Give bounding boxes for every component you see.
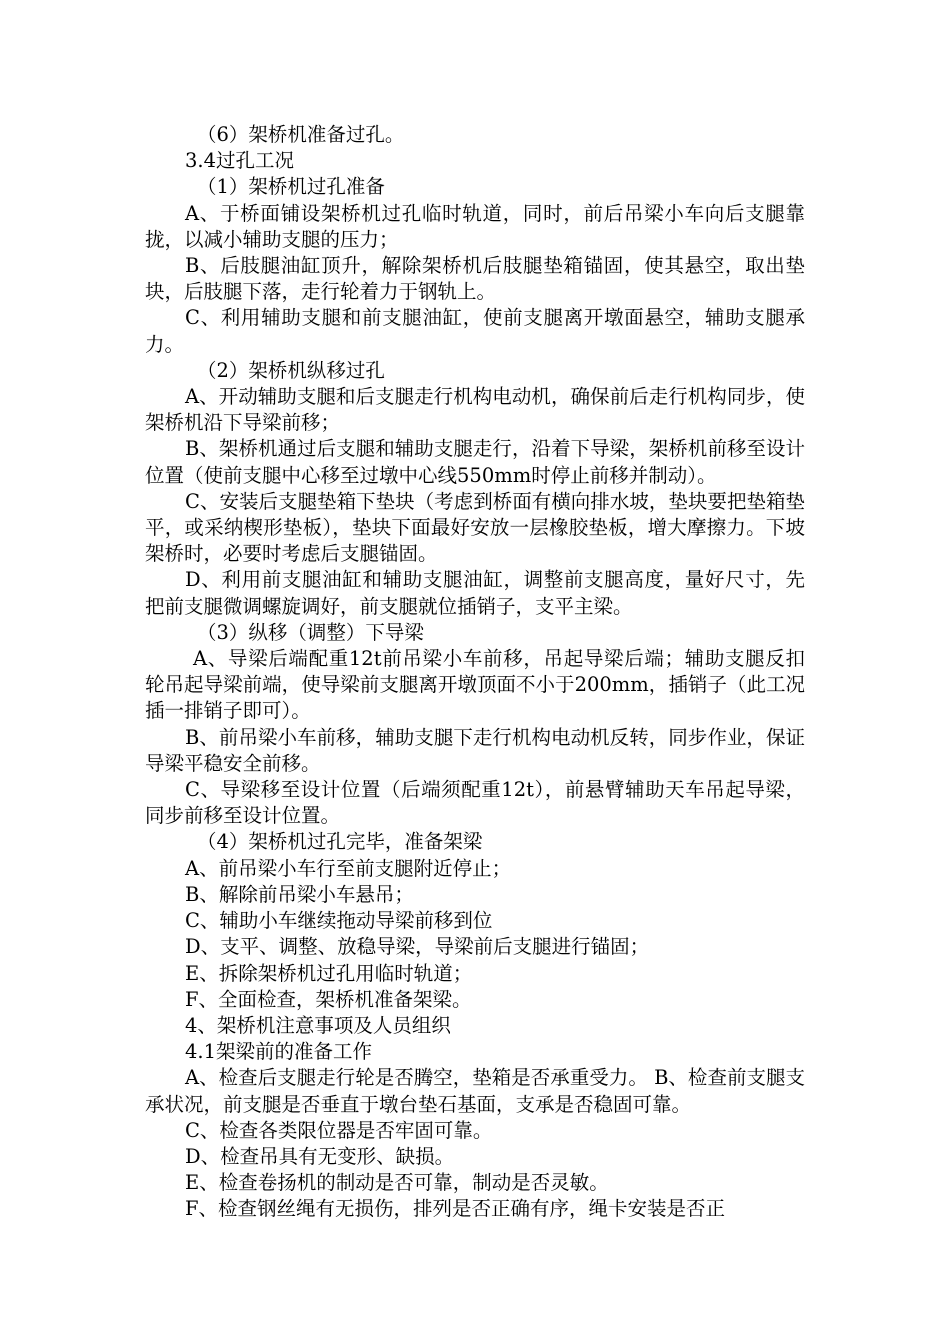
paragraph: C、安装后支腿垫箱下垫块（考虑到桥面有横向排水坡，垫块要把垫箱垫平，或采纳楔形垫板），垫块下面最好安放一层橡胶垫板，增大摩擦力。下坡架桥时，必要时考虑后支腿锚固。 [145,489,805,566]
section-heading: 3.4过孔工况 [185,149,295,173]
paragraph: C、检查各类限位器是否牢固可靠。 [185,1118,493,1142]
paragraph: B、后肢腿油缸顶升，解除架桥机后肢腿垫箱锚固，使其悬空，取出垫块，后肢腿下落，走行轮着力于钢轨上。 [145,254,805,304]
paragraph: A、检查后支腿走行轮是否腾空，垫箱是否承重受力。 B、检查前支腿支承状况，前支腿是否垂直于墩台垫石基面，支承是否稳固可靠。 [145,1066,805,1116]
paragraph: C、导梁移至设计位置（后端须配重12t），前悬臂辅助天车吊起导梁，同步前移至设计位置。 [145,778,805,828]
paragraph: E、拆除架桥机过孔用临时轨道； [185,961,473,985]
paragraph: D、利用前支腿油缸和辅助支腿油缸，调整前支腿高度，量好尺寸，先把前支腿微调螺旋调好，前支腿就位插销子，支平主梁。 [145,568,805,618]
paragraph: D、支平、调整、放稳导梁，导梁前后支腿进行锚固； [185,935,650,959]
paragraph: C、利用辅助支腿和前支腿油缸，使前支腿离开墩面悬空，辅助支腿承力。 [145,306,805,356]
paragraph: B、前吊梁小车前移，辅助支腿下走行机构电动机反转，同步作业，保证导梁平稳安全前移。 [145,725,805,775]
paragraph: E、检查卷扬机的制动是否可靠，制动是否灵敏。 [185,1171,609,1195]
document-body [145,122,805,1223]
subsection-heading: （3）纵移（调整）下导梁 [197,620,424,644]
section-heading: 4、架桥机注意事项及人员组织 [185,1013,451,1037]
paragraph: A、于桥面铺设架桥机过孔临时轨道，同时，前后吊梁小车向后支腿靠拢，以减小辅助支腿的压力； [145,201,805,251]
paragraph: B、架桥机通过后支腿和辅助支腿走行，沿着下导梁，架桥机前移至设计位置（使前支腿中心移至过墩中心线550mm时停止前移并制动）。 [145,437,805,487]
paragraph: D、检查吊具有无变形、缺损。 [185,1144,455,1168]
paragraph: （6）架桥机准备过孔。 [197,123,405,146]
paragraph: F、全面检查，架桥机准备架梁。 [185,987,472,1011]
paragraph: A、导梁后端配重12t前吊梁小车前移，吊起导梁后端；辅助支腿反扣轮吊起导梁前端，使导梁前支腿离开墩顶面不小于200mm，插销子（此工况插一排销子即可）。 [145,647,805,723]
paragraph: A、前吊梁小车行至前支腿附近停止； [185,856,512,880]
paragraph: B、解除前吊梁小车悬吊； [185,882,414,906]
subsection-heading: （2）架桥机纵移过孔 [197,358,385,382]
subsection-heading: （4）架桥机过孔完毕，准备架梁 [197,830,483,854]
paragraph: F、检查钢丝绳有无损伤，排列是否正确有序，绳卡安装是否正 [185,1197,726,1221]
paragraph: C、辅助小车继续拖动导梁前移到位 [185,909,493,933]
subsection-heading: （1）架桥机过孔准备 [197,175,385,199]
paragraph: A、开动辅助支腿和后支腿走行机构电动机，确保前后走行机构同步，使架桥机沿下导梁前移； [145,385,805,435]
section-heading: 4.1架梁前的准备工作 [185,1040,373,1064]
